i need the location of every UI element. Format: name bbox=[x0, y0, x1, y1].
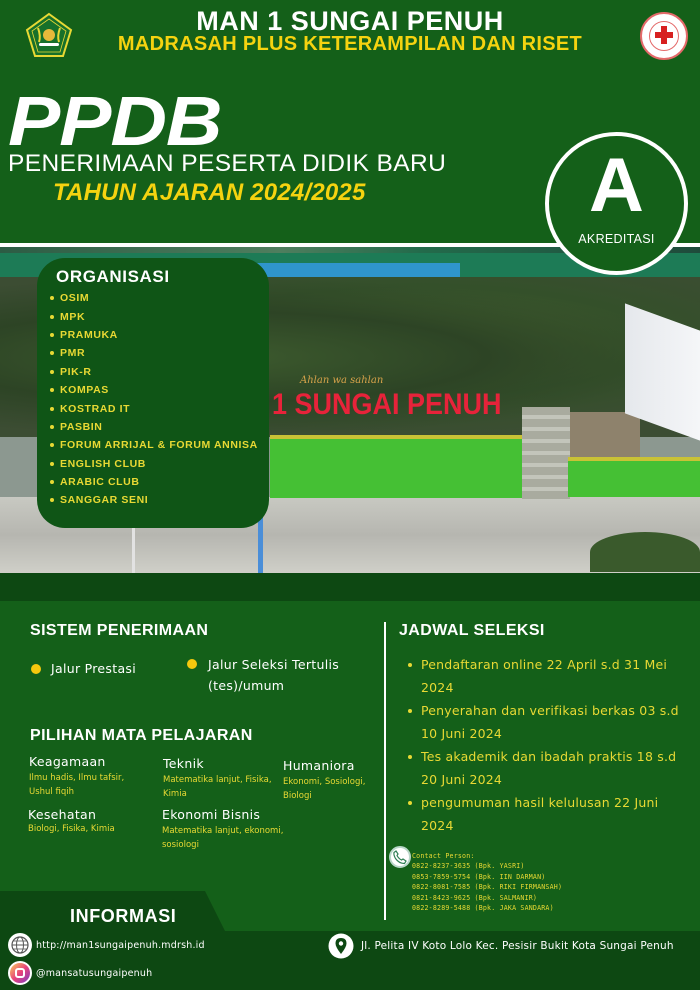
list-item: MPK bbox=[50, 307, 258, 325]
contact-person-block bbox=[412, 851, 562, 913]
bullet-icon bbox=[187, 659, 197, 669]
mata-pelajaran-title: PILIHAN MATA PELAJARAN bbox=[30, 727, 253, 744]
list-item: OSIM bbox=[50, 289, 258, 307]
bullet-icon bbox=[50, 296, 54, 300]
jadwal-list bbox=[407, 653, 692, 837]
bullet-icon bbox=[50, 333, 54, 337]
subject-group-teknik: Teknik Matematika lanjut, Fisika, Kimia bbox=[163, 756, 272, 799]
ppdb-full-name: PENERIMAAN PESERTA DIDIK BARU bbox=[8, 150, 447, 177]
bullet-icon bbox=[50, 370, 54, 374]
bullet-icon bbox=[50, 480, 54, 484]
bullet-icon bbox=[50, 425, 54, 429]
list-item: PRAMUKA bbox=[50, 326, 258, 344]
list-item: KOSTRAD IT bbox=[50, 399, 258, 417]
contact-row: 0853-7859-5754 (Bpk. IIN DARMAN) bbox=[412, 872, 546, 881]
bullet-icon bbox=[50, 351, 54, 355]
list-item: KOMPAS bbox=[50, 381, 258, 399]
bullet-icon bbox=[50, 443, 54, 447]
bullet-icon bbox=[50, 498, 54, 502]
bullet-icon bbox=[31, 664, 41, 674]
instagram-handle[interactable]: @mansatusungaipenuh bbox=[36, 968, 153, 979]
website-link[interactable]: http://man1sungaipenuh.mdrsh.id bbox=[36, 940, 205, 951]
instagram-icon bbox=[8, 961, 32, 985]
accreditation-label: AKREDITASI bbox=[578, 232, 655, 246]
list-item: ARABIC CLUB bbox=[50, 473, 258, 491]
subject-group-ekonomi-bisnis: Ekonomi Bisnis Matematika lanjut, ekonomi, sosiologi bbox=[162, 807, 284, 850]
accreditation-badge bbox=[545, 132, 688, 275]
school-name: MAN 1 SUNGAI PENUH bbox=[196, 6, 504, 36]
photo-school-sign: 1 SUNGAI PENUH bbox=[272, 387, 502, 421]
contact-row: 0822-8289-5488 (Bpk. JAKA SANDARA) bbox=[412, 904, 554, 913]
contact-row: 0822-8237-3635 (Bpk. YASRI) bbox=[412, 862, 525, 871]
photo-welcome-sign: Ahlan wa sahlan bbox=[300, 375, 384, 386]
list-item: Tes akademik dan ibadah praktis 18 s.d 20 Juni 2024 bbox=[407, 745, 692, 791]
bullet-icon bbox=[50, 388, 54, 392]
list-item: ENGLISH CLUB bbox=[50, 455, 258, 473]
academic-year: TAHUN AJARAN 2024/2025 bbox=[53, 179, 366, 206]
bullet-icon bbox=[50, 315, 54, 319]
column-divider bbox=[384, 622, 386, 920]
contact-row: 0822-8081-7585 (Bpk. RIKI FIRMANSAH) bbox=[412, 883, 563, 892]
accreditation-grade: A bbox=[589, 143, 644, 228]
subject-group-humaniora: Humaniora Ekonomi, Sosiologi, Biologi bbox=[283, 758, 366, 801]
organisasi-list bbox=[50, 289, 258, 510]
organisasi-title: ORGANISASI bbox=[56, 267, 170, 286]
organisasi-box bbox=[37, 258, 269, 528]
jalur-prestasi: Jalur Prestasi bbox=[51, 661, 136, 676]
bullet-icon bbox=[50, 462, 54, 466]
list-item: Penyerahan dan verifikasi berkas 03 s.d 10 Juni 2024 bbox=[407, 699, 692, 745]
phone-icon bbox=[389, 846, 411, 868]
informasi-title: INFORMASI bbox=[70, 906, 177, 926]
section-band bbox=[0, 573, 700, 601]
location-pin-icon bbox=[328, 933, 354, 959]
contact-label: Contact Person: bbox=[412, 852, 475, 860]
bullet-icon bbox=[50, 407, 54, 411]
list-item: FORUM ARRIJAL & FORUM ANNISA bbox=[50, 436, 258, 454]
ppdb-heading: PPDB bbox=[8, 82, 222, 160]
list-item: PMR bbox=[50, 344, 258, 362]
contact-row: 0821-8423-9625 (Bpk. SALMANIR) bbox=[412, 893, 538, 902]
jalur-seleksi-tertulis: Jalur Seleksi Tertulis (tes)/umum bbox=[208, 657, 340, 693]
sistem-penerimaan-title: SISTEM PENERIMAAN bbox=[30, 622, 209, 639]
subject-group-keagamaan: Keagamaan Ilmu hadis, Ilmu tafsir, Ushul fiqih bbox=[29, 754, 125, 797]
list-item: SANGGAR SENI bbox=[50, 491, 258, 509]
jadwal-seleksi-title: JADWAL SELEKSI bbox=[399, 622, 545, 639]
list-item: PIK-R bbox=[50, 363, 258, 381]
school-tagline: MADRASAH PLUS KETERAMPILAN DAN RISET bbox=[117, 33, 583, 55]
list-item: pengumuman hasil kelulusan 22 Juni 2024 bbox=[407, 791, 692, 837]
address-text: Jl. Pelita IV Koto Lolo Kec. Pesisir Bukit Kota Sungai Penuh bbox=[361, 940, 674, 952]
subject-group-kesehatan: Kesehatan Biologi, Fisika, Kimia bbox=[28, 807, 115, 834]
globe-icon bbox=[8, 933, 32, 957]
list-item: Pendaftaran online 22 April s.d 31 Mei 2024 bbox=[407, 653, 692, 699]
list-item: PASBIN bbox=[50, 418, 258, 436]
